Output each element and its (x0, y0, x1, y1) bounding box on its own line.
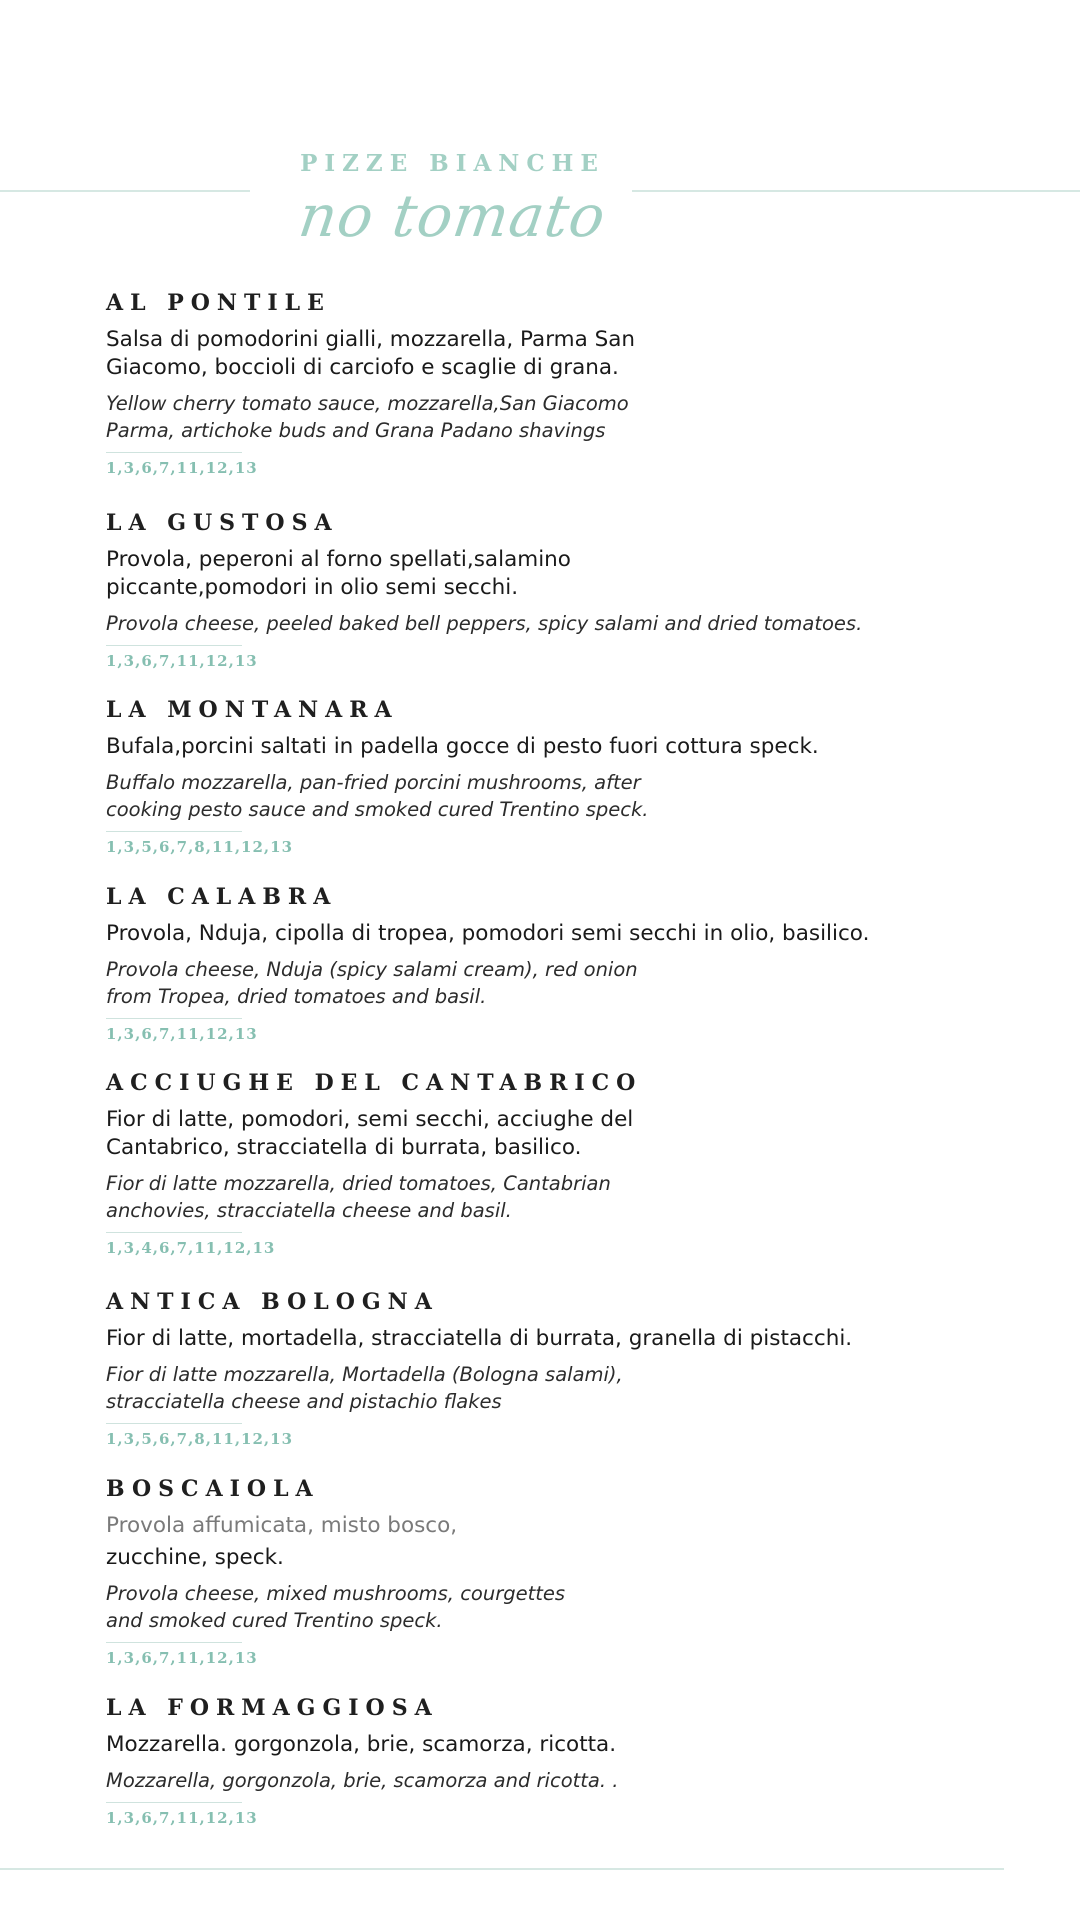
item-name: LA FORMAGGIOSA (106, 1695, 439, 1721)
item-allergens: 1,3,6,7,11,12,13 (106, 1025, 258, 1043)
section-subtitle: no tomato (294, 182, 611, 250)
item-allergens: 1,3,6,7,11,12,13 (106, 1809, 258, 1827)
item-allergens: 1,3,6,7,11,12,13 (106, 1649, 258, 1667)
allergen-divider (106, 1802, 242, 1803)
item-english-line: Provola cheese, mixed mushrooms, courgettes (106, 1582, 566, 1605)
allergen-divider (106, 1232, 242, 1233)
menu-item-antica-bologna (106, 1287, 986, 1448)
section-title: PIZZE BIANCHE (300, 150, 605, 177)
item-english-line: from Tropea, dried tomatoes and basil. (106, 985, 487, 1008)
allergen-divider (106, 645, 242, 646)
item-english-line: Mozzarella, gorgonzola, brie, scamorza and ricotta. . (106, 1769, 619, 1792)
footer-rule (0, 1868, 1004, 1870)
allergen-divider (106, 1423, 242, 1424)
item-english-line: Buffalo mozzarella, pan-fried porcini mushrooms, after (106, 771, 641, 794)
item-italian-line: Provola, peperoni al forno spellati,salamino (106, 547, 571, 572)
allergen-divider (106, 1018, 242, 1019)
item-english-line: Fior di latte mozzarella, dried tomatoes, Cantabrian (106, 1172, 611, 1195)
menu-item-la-formaggiosa (106, 1693, 986, 1827)
item-italian-line: Mozzarella. gorgonzola, brie, scamorza, ricotta. (106, 1732, 617, 1757)
item-allergens: 1,3,4,6,7,11,12,13 (106, 1239, 276, 1257)
item-name: ANTICA BOLOGNA (106, 1289, 439, 1315)
item-english-line: and smoked cured Trentino speck. (106, 1609, 443, 1632)
item-allergens: 1,3,6,7,11,12,13 (106, 652, 258, 670)
item-allergens: 1,3,5,6,7,8,11,12,13 (106, 838, 294, 856)
menu-item-la-gustosa (106, 508, 986, 670)
item-italian-line: piccante,pomodori in olio semi secchi. (106, 575, 519, 600)
item-italian-line: Fior di latte, mortadella, stracciatella di burrata, granella di pistacchi. (106, 1326, 853, 1351)
item-name: LA GUSTOSA (106, 510, 339, 536)
item-italian-line: Provola affumicata, misto bosco, (106, 1513, 458, 1538)
menu-item-boscaiola (106, 1474, 986, 1667)
allergen-divider (106, 1642, 242, 1643)
item-name: LA CALABRA (106, 884, 338, 910)
item-name: AL PONTILE (106, 290, 331, 316)
item-italian-line: Provola, Nduja, cipolla di tropea, pomodori semi secchi in olio, basilico. (106, 921, 870, 946)
item-italian-line: Salsa di pomodorini gialli, mozzarella, Parma San (106, 327, 636, 352)
item-name: ACCIUGHE DEL CANTABRICO (106, 1070, 643, 1096)
item-italian-line: Bufala,porcini saltati in padella gocce di pesto fuori cottura speck. (106, 734, 819, 759)
item-italian-line: zucchine, speck. (106, 1545, 284, 1570)
menu-item-acciughe-del-cantabrico (106, 1068, 986, 1257)
item-english-line: anchovies, stracciatella cheese and basil. (106, 1199, 512, 1222)
item-italian-line: Giacomo, boccioli di carciofo e scaglie di grana. (106, 355, 619, 380)
allergen-divider (106, 831, 242, 832)
item-name: LA MONTANARA (106, 697, 399, 723)
item-english-line: Provola cheese, peeled baked bell peppers, spicy salami and dried tomatoes. (106, 612, 863, 635)
item-english-line: Yellow cherry tomato sauce, mozzarella,San Giacomo (106, 392, 629, 415)
item-english-line: stracciatella cheese and pistachio flakes (106, 1390, 502, 1413)
menu-item-la-calabra (106, 882, 986, 1043)
item-english-line: Parma, artichoke buds and Grana Padano shavings (106, 419, 606, 442)
menu-item-al-pontile (106, 288, 986, 477)
allergen-divider (106, 452, 242, 453)
menu-item-la-montanara (106, 695, 986, 856)
item-english-line: cooking pesto sauce and smoked cured Trentino speck. (106, 798, 649, 821)
item-italian-line: Cantabrico, stracciatella di burrata, basilico. (106, 1135, 582, 1160)
item-name: BOSCAIOLA (106, 1476, 320, 1502)
item-italian-line: Fior di latte, pomodori, semi secchi, acciughe del (106, 1107, 634, 1132)
item-english-line: Fior di latte mozzarella, Mortadella (Bologna salami), (106, 1363, 623, 1386)
item-english-line: Provola cheese, Nduja (spicy salami cream), red onion (106, 958, 638, 981)
item-allergens: 1,3,5,6,7,8,11,12,13 (106, 1430, 294, 1448)
item-allergens: 1,3,6,7,11,12,13 (106, 459, 258, 477)
